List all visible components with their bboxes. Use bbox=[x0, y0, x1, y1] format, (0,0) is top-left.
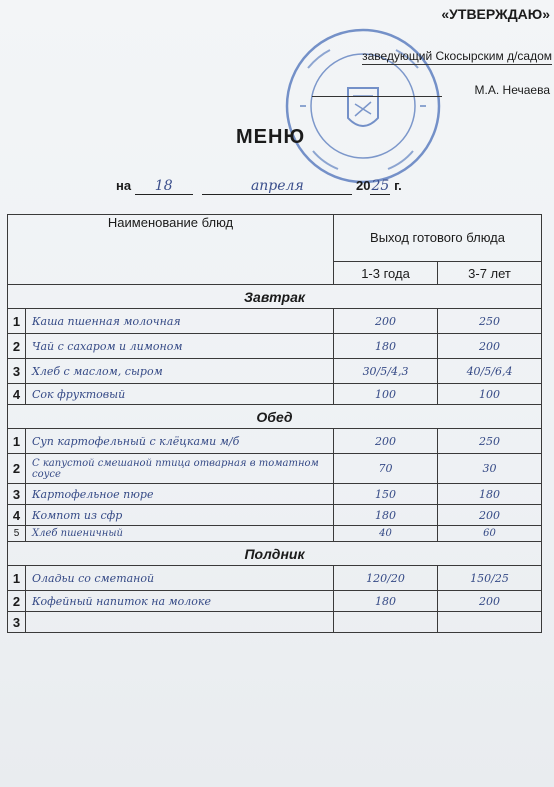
date-year-prefix: 20 bbox=[355, 178, 371, 193]
row-number: 2 bbox=[8, 454, 26, 484]
column-header-age-3-7: 3-7 лет bbox=[438, 262, 542, 285]
yield-3-7: 250 bbox=[438, 429, 542, 454]
section-row-lunch bbox=[8, 405, 542, 429]
table-row bbox=[8, 612, 542, 633]
row-number: 3 bbox=[8, 359, 26, 384]
yield-1-3: 180 bbox=[334, 505, 438, 526]
dish-name: Каша пшенная молочная bbox=[26, 309, 334, 334]
yield-1-3: 30/5/4,3 bbox=[334, 359, 438, 384]
yield-3-7 bbox=[438, 612, 542, 633]
section-title: Завтрак bbox=[8, 285, 542, 309]
yield-1-3: 180 bbox=[334, 334, 438, 359]
row-number: 2 bbox=[8, 591, 26, 612]
date-line bbox=[116, 178, 402, 195]
dish-name: Картофельное пюре bbox=[26, 484, 334, 505]
yield-1-3: 180 bbox=[334, 591, 438, 612]
table-row bbox=[8, 591, 542, 612]
menu-table bbox=[7, 214, 542, 633]
row-number: 4 bbox=[8, 505, 26, 526]
yield-3-7: 60 bbox=[438, 526, 542, 542]
table-row bbox=[8, 484, 542, 505]
table-row bbox=[8, 526, 542, 542]
yield-1-3 bbox=[334, 612, 438, 633]
yield-1-3: 100 bbox=[334, 384, 438, 405]
yield-3-7: 250 bbox=[438, 309, 542, 334]
column-header-age-1-3: 1-3 года bbox=[334, 262, 438, 285]
section-row-snack bbox=[8, 542, 542, 566]
row-number: 4 bbox=[8, 384, 26, 405]
dish-name: Хлеб пшеничный bbox=[26, 526, 334, 542]
date-month: апреля bbox=[250, 178, 304, 194]
yield-3-7: 200 bbox=[438, 334, 542, 359]
yield-1-3: 120/20 bbox=[334, 566, 438, 591]
date-suffix: г. bbox=[394, 178, 402, 193]
table-row bbox=[8, 309, 542, 334]
head-name: М.А. Нечаева bbox=[474, 83, 550, 97]
dish-name: Оладьи со сметаной bbox=[26, 566, 334, 591]
dish-name: С капустой смешаной птица отварная в томатном соусе bbox=[26, 454, 334, 484]
table-row bbox=[8, 359, 542, 384]
table-row bbox=[8, 334, 542, 359]
approval-heading: «УТВЕРЖДАЮ» bbox=[441, 6, 550, 22]
column-header-yield: Выход готового блюда bbox=[334, 215, 542, 262]
row-number: 1 bbox=[8, 429, 26, 454]
row-number: 1 bbox=[8, 309, 26, 334]
date-month-field bbox=[202, 178, 352, 195]
yield-3-7: 30 bbox=[438, 454, 542, 484]
date-year-field bbox=[370, 178, 390, 195]
table-row bbox=[8, 566, 542, 591]
yield-3-7: 150/25 bbox=[438, 566, 542, 591]
dish-name: Сок фруктовый bbox=[26, 384, 334, 405]
row-number: 3 bbox=[8, 612, 26, 633]
table-header-row bbox=[8, 215, 542, 262]
table-row bbox=[8, 505, 542, 526]
column-header-dish: Наименование блюд bbox=[8, 215, 334, 285]
section-title: Обед bbox=[8, 405, 542, 429]
dish-name: Чай с сахаром и лимоном bbox=[26, 334, 334, 359]
row-number: 5 bbox=[8, 526, 26, 542]
head-position-line: заведующий Скосырским д/садом bbox=[362, 49, 552, 63]
yield-3-7: 200 bbox=[438, 505, 542, 526]
signature-line bbox=[312, 96, 442, 97]
dish-name: Компот из сфр bbox=[26, 505, 334, 526]
date-day: 18 bbox=[154, 178, 173, 194]
date-day-field bbox=[135, 178, 193, 195]
dish-name: Хлеб с маслом, сыром bbox=[26, 359, 334, 384]
page-title: МЕНЮ bbox=[236, 126, 306, 148]
dish-name: Кофейный напиток на молоке bbox=[26, 591, 334, 612]
dish-name bbox=[26, 612, 334, 633]
row-number: 2 bbox=[8, 334, 26, 359]
yield-1-3: 200 bbox=[334, 309, 438, 334]
yield-1-3: 40 bbox=[334, 526, 438, 542]
yield-1-3: 200 bbox=[334, 429, 438, 454]
dish-name: Суп картофельный с клёцками м/б bbox=[26, 429, 334, 454]
table-row bbox=[8, 454, 542, 484]
section-title: Полдник bbox=[8, 542, 542, 566]
table-row bbox=[8, 384, 542, 405]
row-number: 1 bbox=[8, 566, 26, 591]
section-row-breakfast bbox=[8, 285, 542, 309]
date-year-suffix: 25 bbox=[371, 178, 390, 194]
yield-3-7: 180 bbox=[438, 484, 542, 505]
table-row bbox=[8, 429, 542, 454]
yield-1-3: 70 bbox=[334, 454, 438, 484]
row-number: 3 bbox=[8, 484, 26, 505]
yield-3-7: 40/5/6,4 bbox=[438, 359, 542, 384]
date-prefix: на bbox=[116, 178, 132, 193]
yield-1-3: 150 bbox=[334, 484, 438, 505]
yield-3-7: 200 bbox=[438, 591, 542, 612]
yield-3-7: 100 bbox=[438, 384, 542, 405]
